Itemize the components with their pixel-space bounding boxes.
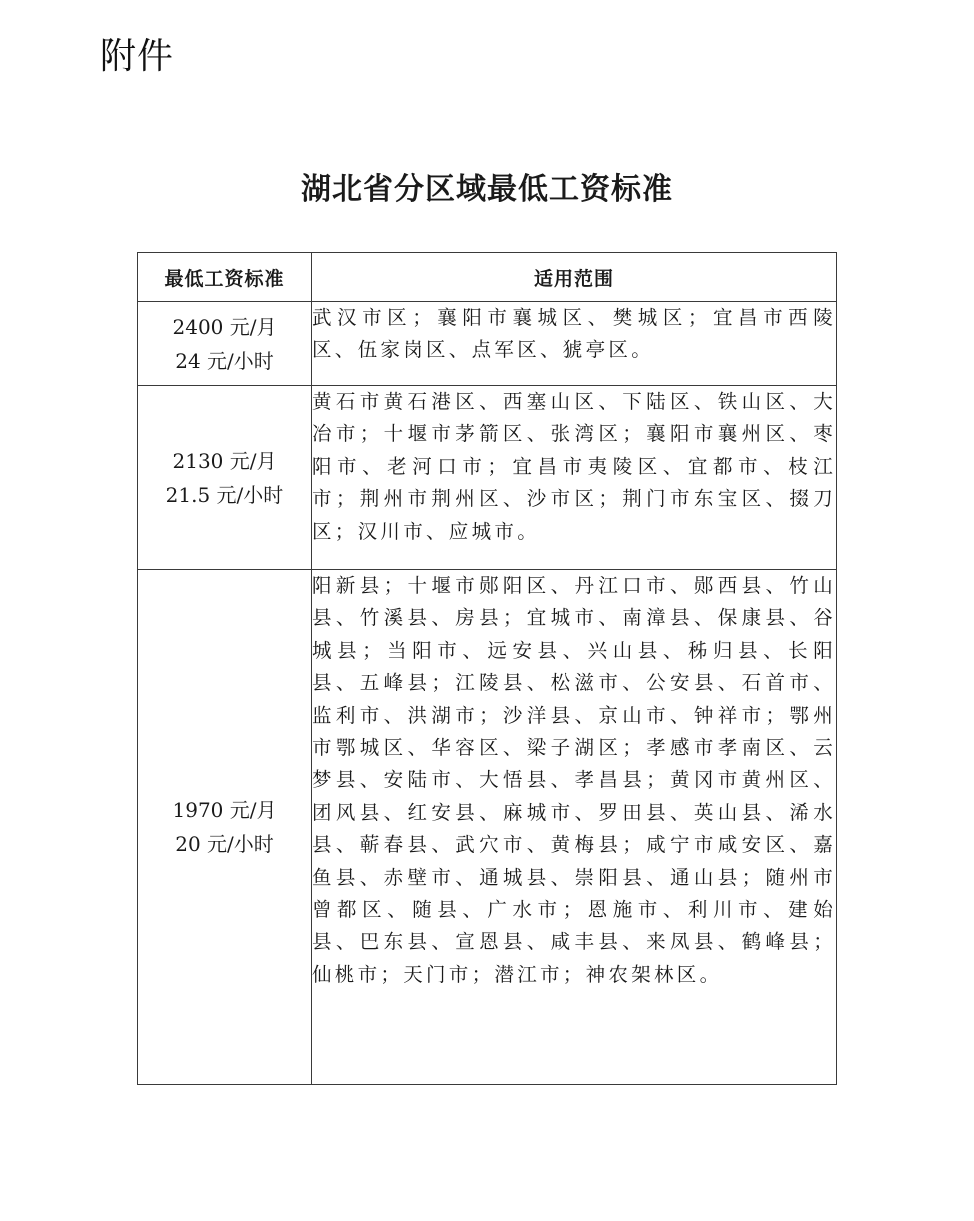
- minimum-wage-table: [137, 252, 837, 1085]
- scope-cell: 黄石市黄石港区、西塞山区、下陆区、铁山区、大冶市；十堰市茅箭区、张湾区；襄阳市襄州区、枣阳市、老河口市；宜昌市夷陵区、宜都市、枝江市；荆州市荆州区、沙市区；荆门市东宝区、掇刀区；汉川市、应城市。: [312, 386, 837, 570]
- wage-standard-cell: [138, 302, 312, 386]
- hourly-wage: 24 元/小时: [175, 348, 274, 373]
- monthly-wage: 2400 元/月: [172, 314, 277, 339]
- monthly-wage: 1970 元/月: [172, 798, 277, 822]
- scope-cell: 武汉市区；襄阳市襄城区、樊城区；宜昌市西陵区、伍家岗区、点军区、猇亭区。: [312, 302, 837, 386]
- table-header-row: [138, 253, 837, 302]
- wage-standard-cell: [138, 386, 312, 570]
- attachment-label: 附件: [100, 36, 175, 77]
- scope-cell: 阳新县；十堰市郧阳区、丹江口市、郧西县、竹山县、竹溪县、房县；宜城市、南漳县、保康县、谷城县；当阳市、远安县、兴山县、秭归县、长阳县、五峰县；江陵县、松滋市、公安县、石首市、监利市、洪湖市；沙洋县、京山市、钟祥市；鄂州市鄂城区、华容区、梁子湖区；孝感市孝南区、云梦县、安陆市、大悟县、孝昌县；黄冈市黄州区、团风县、红安县、麻城市、罗田县、英山县、浠水县、蕲春县、武穴市、黄梅县；咸宁市咸安区、嘉鱼县、赤壁市、通城县、崇阳县、通山县；随州市曾都区、随县、广水市；恩施市、利川市、建始县、巴东县、宣恩县、咸丰县、来凤县、鹤峰县；仙桃市；天门市；潜江市；神农架林区。: [312, 570, 837, 1085]
- table-row: [138, 386, 837, 570]
- hourly-wage: 21.5 元/小时: [165, 482, 284, 507]
- column-header-scope: 适用范围: [312, 253, 837, 302]
- hourly-wage: 20 元/小时: [175, 832, 274, 856]
- table-row: [138, 302, 837, 386]
- monthly-wage: 2130 元/月: [172, 448, 277, 473]
- wage-standard-cell: [138, 570, 312, 1085]
- column-header-wage-standard: 最低工资标准: [138, 253, 312, 302]
- table-row: [138, 570, 837, 1085]
- document-title: 湖北省分区域最低工资标准: [301, 172, 673, 207]
